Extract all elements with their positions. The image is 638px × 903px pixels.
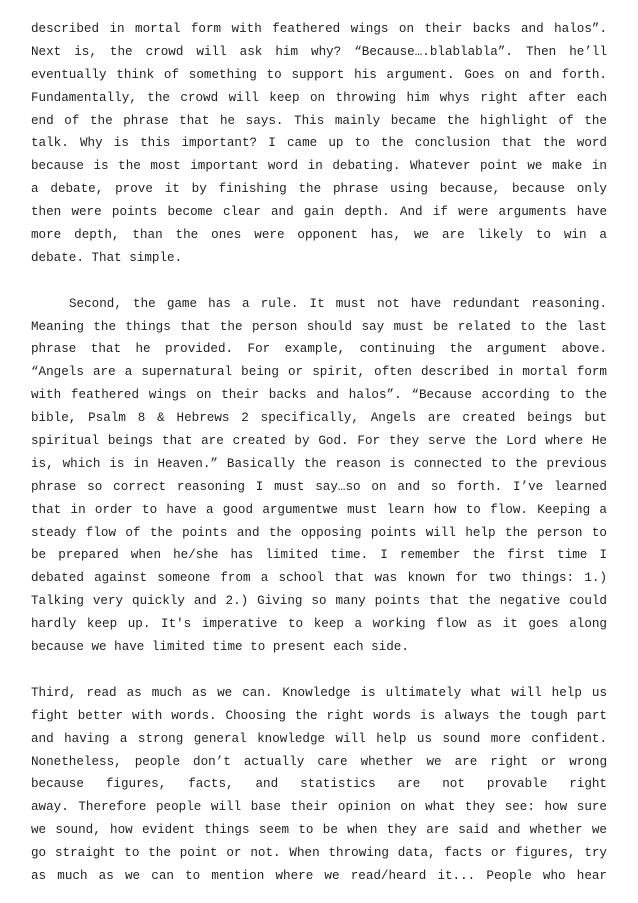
- text-line: then were points become clear and gain depth. And if were arguments have: [31, 205, 607, 220]
- text-line: Talking very quickly and 2.) Giving so many points that the negative could: [31, 594, 607, 609]
- text-line: Meaning the things that the person should say must be related to the last: [31, 319, 607, 334]
- paragraph-because: [31, 18, 607, 270]
- text-line: and having a strong general knowledge will help us sound more confident.: [31, 731, 607, 746]
- text-line: bible, Psalm 8 & Hebrews 2 specifically, Angels are created beings but: [31, 411, 607, 426]
- text-line: go straight to the point or not. When throwing data, facts or figures, try: [31, 846, 607, 861]
- text-line: spiritual beings that are created by God. For they serve the Lord where He: [31, 434, 607, 449]
- text-line: described in mortal form with feathered wings on their backs and halos”.: [31, 22, 607, 36]
- text-line: we sound, how evident things seem to be when they are said and whether we: [31, 823, 607, 838]
- paragraph-gap: [31, 659, 607, 682]
- text-line: Third, read as much as we can. Knowledge is ultimately what will help us: [31, 685, 607, 700]
- text-line: more depth, than the ones were opponent has, we are likely to win a: [31, 228, 607, 243]
- text-line: a debate, prove it by finishing the phrase using because, because only: [31, 182, 607, 197]
- paragraph-second-rule: [31, 293, 607, 659]
- text-line: as much as we can to mention where we read/heard it... People who hear: [31, 868, 607, 883]
- paragraph-third-read: [31, 682, 607, 888]
- text-line: is, which is in Heaven.” Basically the reason is connected to the previous: [31, 456, 607, 471]
- text-line: because figures, facts, and statistics are not provable right: [31, 777, 607, 792]
- text-line: phrase so correct reasoning I must say…so on and so forth. I’ve learned: [31, 479, 607, 494]
- text-line: Nonetheless, people don’t actually care whether we are right or wrong: [31, 754, 607, 769]
- text-line: because we have limited time to present each side.: [31, 640, 409, 655]
- text-line: steady flow of the points and the opposing points will help the person to: [31, 525, 607, 540]
- text-line: debated against someone from a school that was known for two things: 1.): [31, 571, 607, 586]
- text-line: because is the most important word in debating. Whatever point we make in: [31, 159, 607, 174]
- text-line: with feathered wings on their backs and halos”. “Because according to the: [31, 388, 607, 403]
- text-line: phrase that he provided. For example, continuing the argument above.: [31, 342, 607, 357]
- text-line: Next is, the crowd will ask him why? “Because….blablabla”. Then he’ll: [31, 44, 607, 59]
- text-line: that in order to have a good argumentwe must learn how to flow. Keeping a: [31, 502, 607, 517]
- text-line: away. Therefore people will base their opinion on what they see: how sure: [31, 800, 607, 815]
- text-line: hardly keep up. It's imperative to keep a working flow as it goes along: [31, 617, 607, 632]
- text-line: be prepared when he/she has limited time. I remember the first time I: [31, 548, 607, 563]
- text-line: eventually think of something to support his argument. Goes on and forth.: [31, 67, 607, 82]
- text-line: Second, the game has a rule. It must not have redundant reasoning.: [69, 296, 607, 311]
- paragraph-gap: [31, 270, 607, 293]
- text-line: talk. Why is this important? I came up to the conclusion that the word: [31, 136, 607, 151]
- text-line: debate. That simple.: [31, 250, 183, 265]
- text-line: fight better with words. Choosing the right words is always the tough part: [31, 708, 607, 723]
- text-line: Fundamentally, the crowd will keep on throwing him whys right after each: [31, 90, 607, 105]
- document-page: [31, 18, 607, 888]
- text-line: “Angels are a supernatural being or spirit, often described in mortal form: [31, 365, 607, 380]
- text-line: end of the phrase that he says. This mainly became the highlight of the: [31, 113, 607, 128]
